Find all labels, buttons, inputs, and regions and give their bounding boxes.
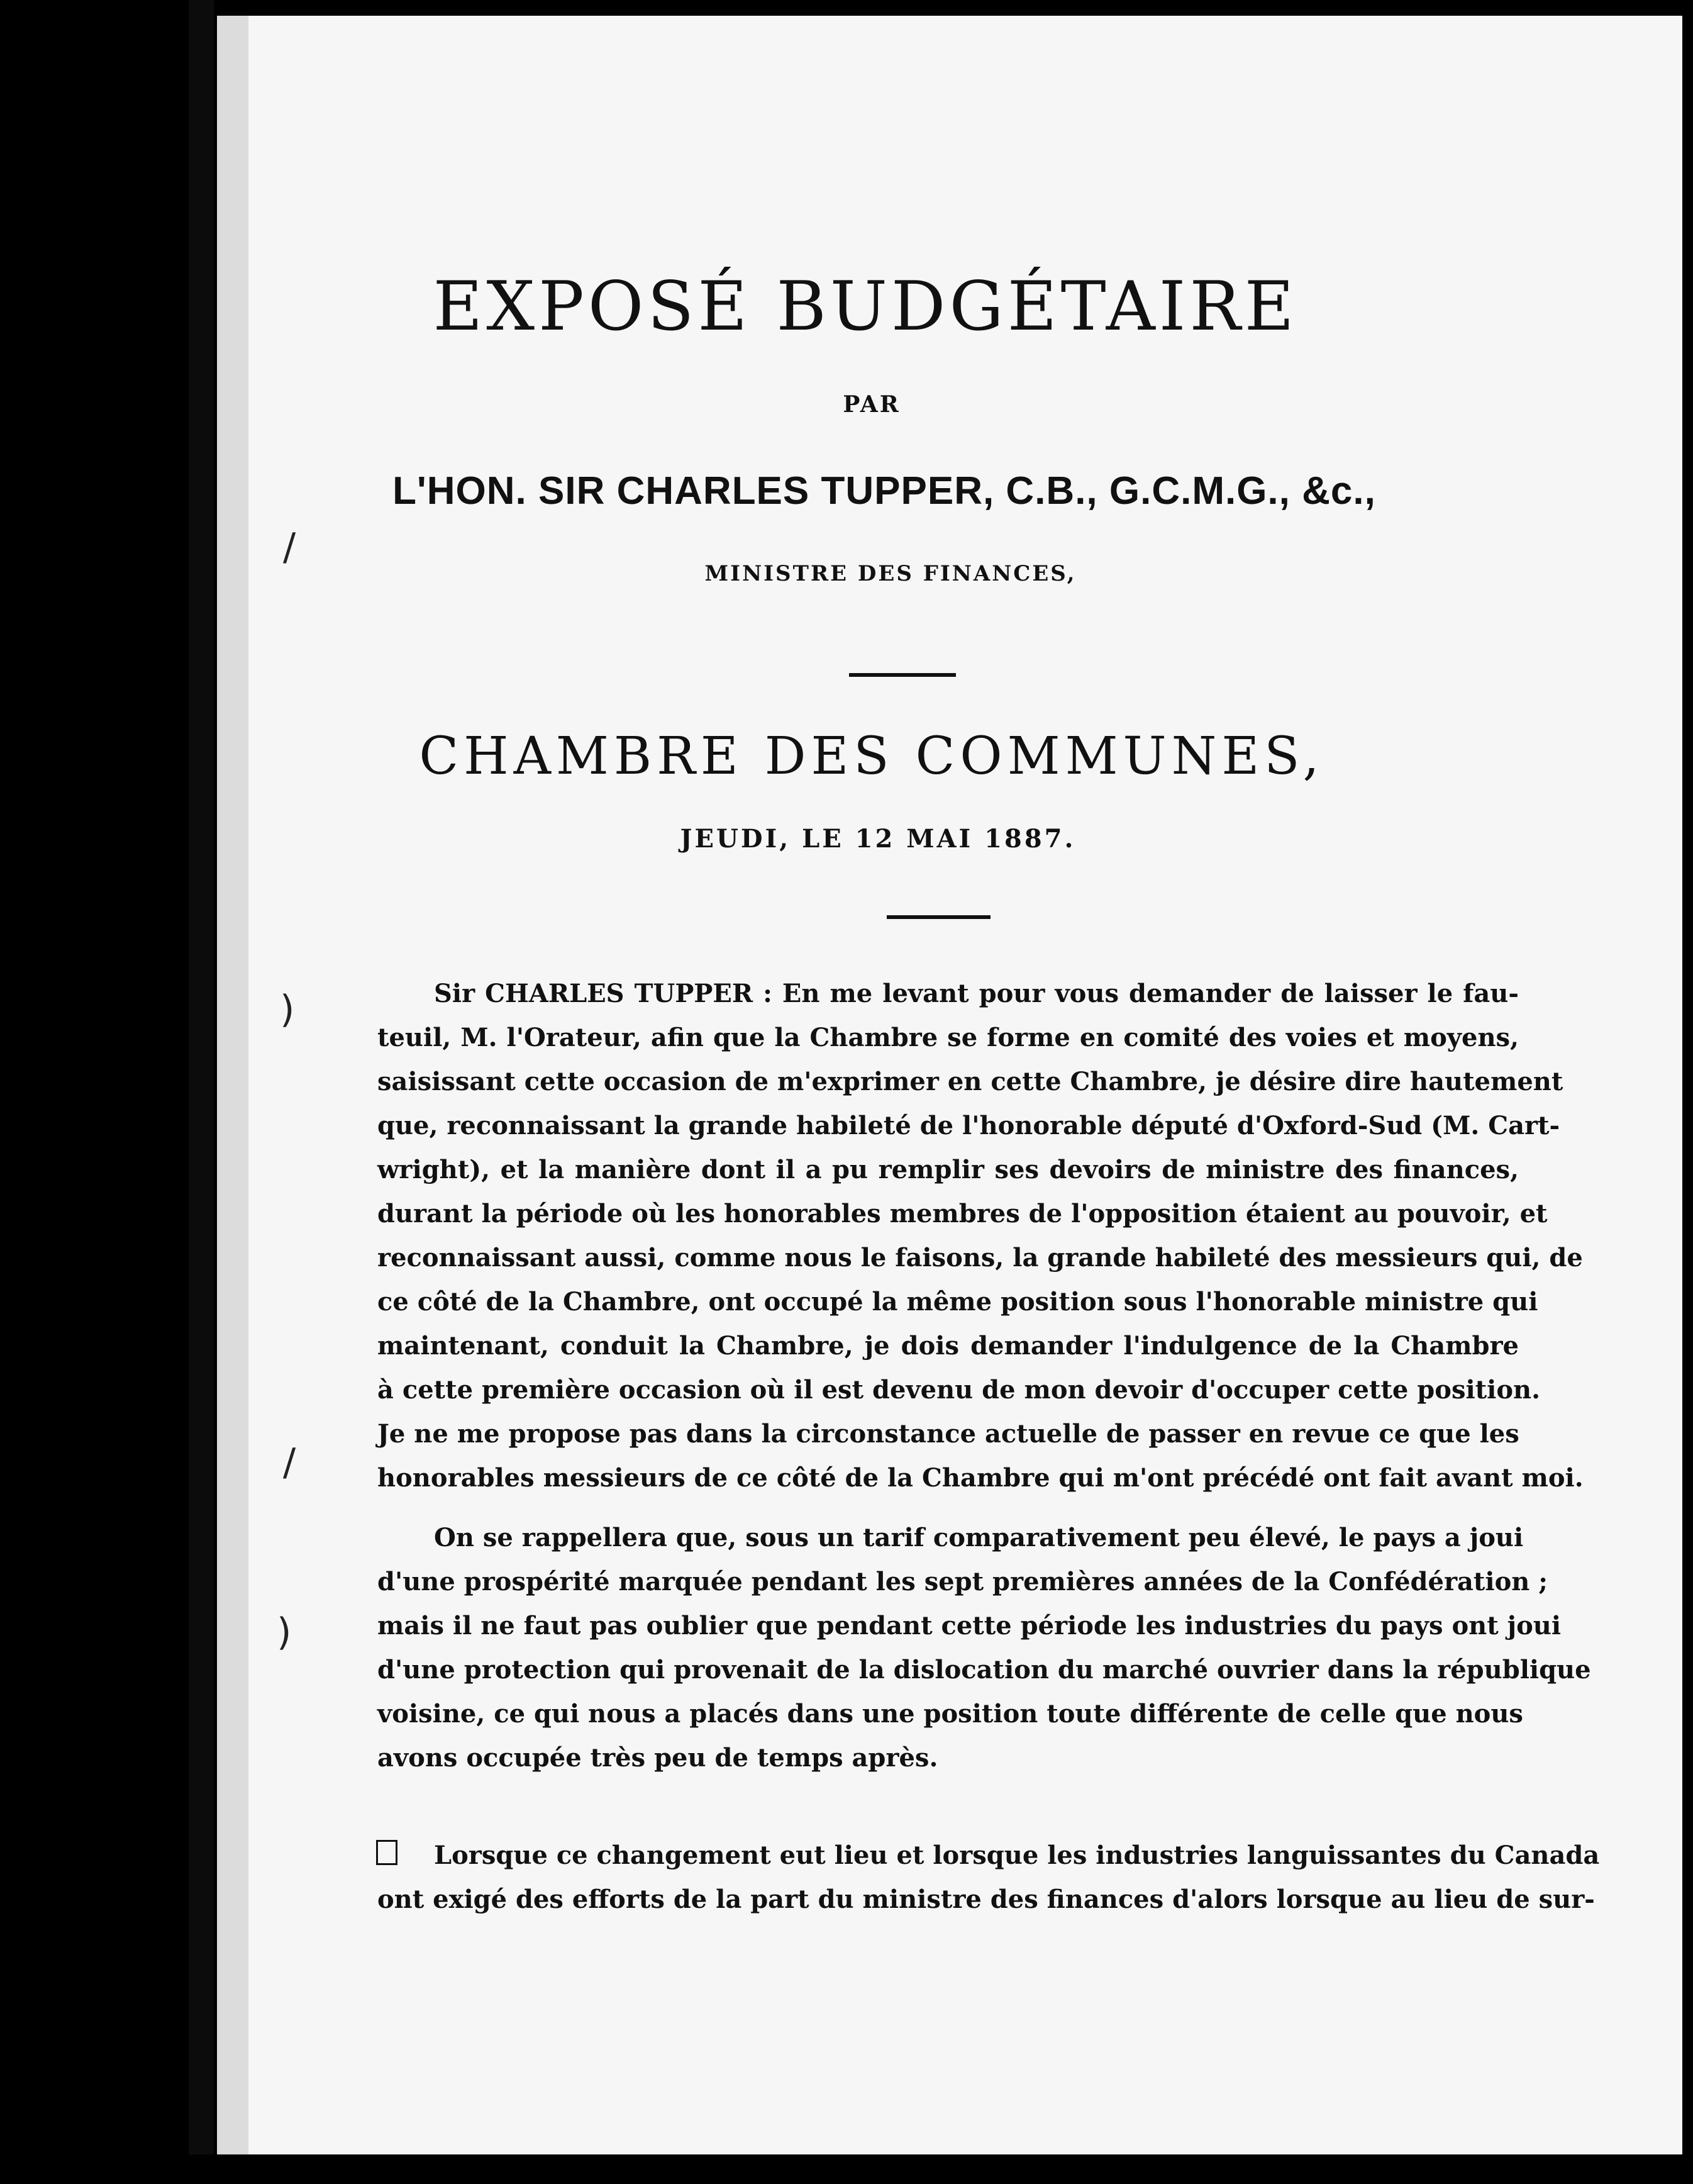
text-line: d'une protection qui provenait de la dislocation du marché ouvrier dans la république xyxy=(377,1655,1591,1685)
text-line: d'une prospérité marquée pendant les sept premières années de la Confédération ; xyxy=(377,1567,1548,1596)
text-line: Lorsque ce changement eut lieu et lorsque les industries languissantes du Canada xyxy=(434,1841,1600,1870)
margin-mark: / xyxy=(283,1440,296,1485)
divider-rule-1 xyxy=(849,673,956,677)
text-line: Sir CHARLES TUPPER : En me levant pour vous demander de laisser le fau- xyxy=(434,979,1519,1008)
chamber-heading: CHAMBRE DES COMMUNES, xyxy=(419,727,1324,786)
text-line: que, reconnaissant la grande habileté de l'honorable député d'Oxford-Sud (M. Cart- xyxy=(377,1111,1560,1140)
body-paragraph xyxy=(377,1516,1591,1780)
by-label: PAR xyxy=(843,391,901,418)
text-line: On se rappellera que, sous un tarif comparativement peu élevé, le pays a joui xyxy=(434,1523,1524,1552)
scan-border-bottom xyxy=(0,2154,1693,2184)
text-line: avons occupée très peu de temps après. xyxy=(377,1743,938,1773)
text-line: mais il ne faut pas oublier que pendant cette période les industries du pays ont joui xyxy=(377,1611,1562,1641)
text-line: wright), et la manière dont il a pu remplir ses devoirs de ministre des finances, xyxy=(377,1155,1519,1184)
margin-mark: ) xyxy=(277,1610,292,1654)
author-line: L'HON. SIR CHARLES TUPPER, C.B., G.C.M.G., &c., xyxy=(392,469,1376,513)
text-line: Je ne me propose pas dans la circonstance actuelle de passer en revue ce que les xyxy=(377,1419,1519,1449)
body-paragraph xyxy=(377,1834,1600,1922)
session-date: JEUDI, LE 12 MAI 1887. xyxy=(680,824,1076,854)
divider-rule-2 xyxy=(887,915,991,919)
minister-title: MINISTRE DES FINANCES, xyxy=(704,561,1077,586)
text-line: ont exigé des efforts de la part du ministre des finances d'alors lorsque au lieu de sur- xyxy=(377,1885,1595,1914)
text-line: saisissant cette occasion de m'exprimer en cette Chambre, je désire dire hautement xyxy=(377,1067,1563,1096)
text-line: voisine, ce qui nous a placés dans une position toute différente de celle que nous xyxy=(377,1699,1523,1729)
text-line: maintenant, conduit la Chambre, je dois demander l'indulgence de la Chambre xyxy=(377,1331,1519,1361)
text-line: teuil, M. l'Orateur, afin que la Chambre se forme en comité des voies et moyens, xyxy=(377,1023,1519,1052)
margin-mark: / xyxy=(283,525,296,569)
margin-mark: ) xyxy=(280,988,295,1032)
text-line: ce côté de la Chambre, ont occupé la même position sous l'honorable ministre qui xyxy=(377,1287,1538,1317)
text-line: reconnaissant aussi, comme nous le faisons, la grande habileté des messieurs qui, de xyxy=(377,1243,1583,1273)
text-line: durant la période où les honorables membres de l'opposition étaient au pouvoir, et xyxy=(377,1199,1548,1228)
text-line: à cette première occasion où il est devenu de mon devoir d'occuper cette position. xyxy=(377,1375,1541,1405)
body-paragraph xyxy=(377,972,1584,1500)
text-line: honorables messieurs de ce côté de la Chambre qui m'ont précédé ont fait avant moi. xyxy=(377,1463,1584,1493)
document-title: EXPOSÉ BUDGÉTAIRE xyxy=(433,267,1298,346)
